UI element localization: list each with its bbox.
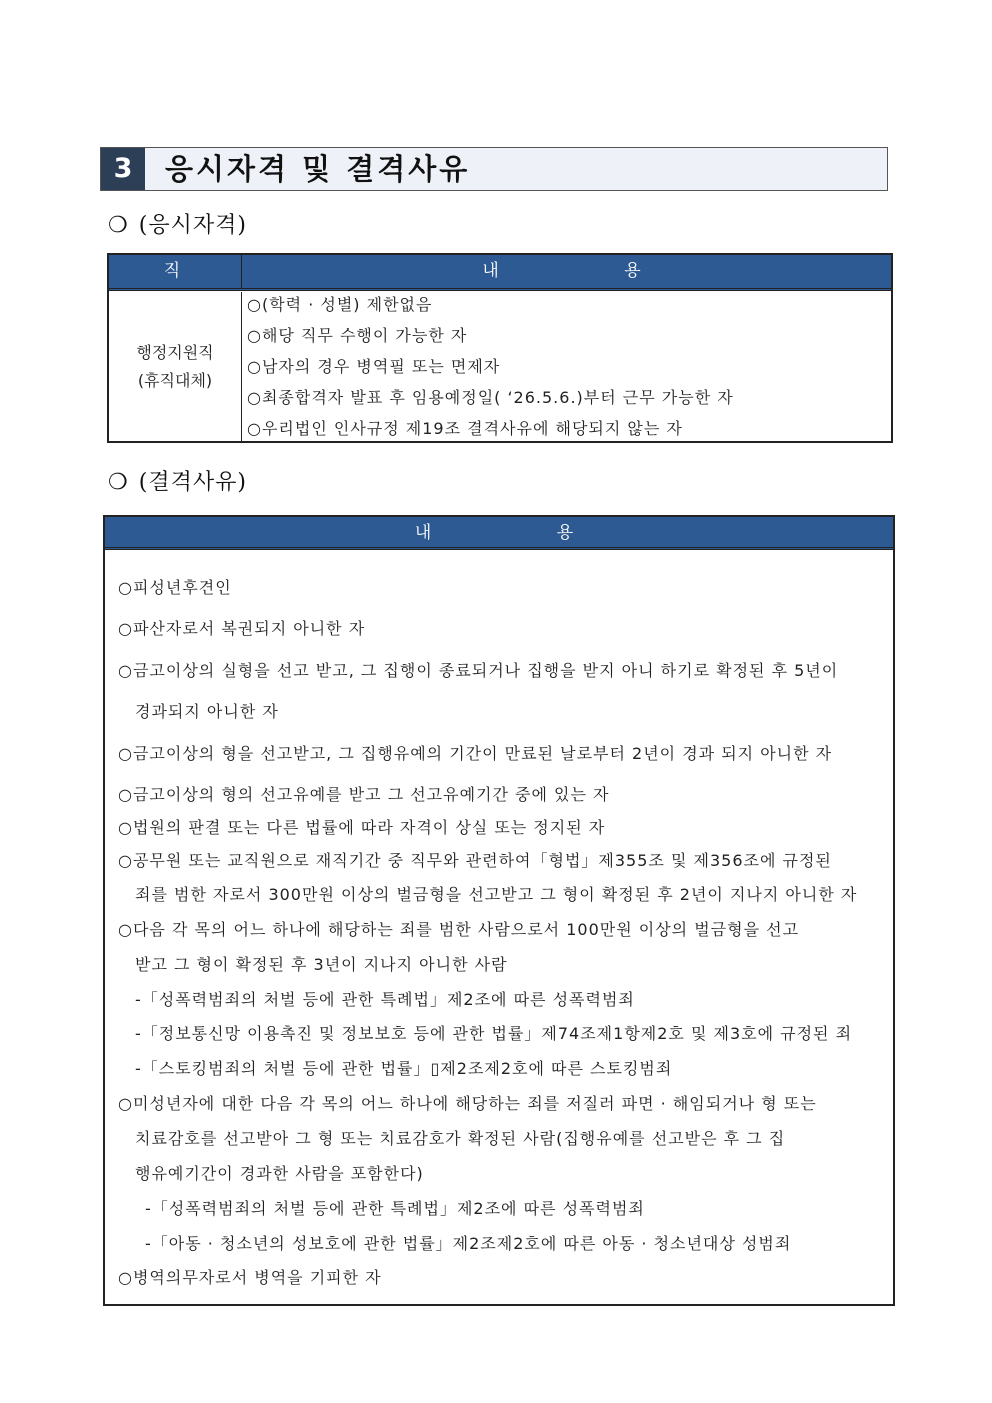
qualification-items [247,292,891,447]
column-header-job: 직 종 [109,255,242,288]
list-item-continuation: 경과되지 아니한 자 [135,702,279,721]
sub-item: -「스토킹범죄의 처벌 등에 관한 법률」▯제2조제2호에 따른 스토킹범죄 [135,1059,673,1078]
column-header-content: 내 용 [105,517,893,550]
job-type-cell [109,292,242,441]
qualification-table [107,253,893,443]
list-item: ○병역의무자로서 병역을 기피한 자 [118,1268,382,1287]
section-header [100,147,888,191]
list-item: ○공무원 또는 교직원으로 재직기간 중 직무와 관련하여「형법」제355조 및 제356조에 규정된 [118,851,832,870]
list-item: ○미성년자에 대한 다음 각 목의 어느 하나에 해당하는 죄를 저질러 파면 · 해임되거나 형 또는 [118,1094,817,1113]
column-header-content: 내 용 [482,261,701,281]
section-title: 응시자격 및 결격사유 [165,152,471,186]
sub-item: -「아동 · 청소년의 성보호에 관한 법률」제2조제2호에 따른 아동 · 청소년대상 성범죄 [145,1234,792,1253]
job-type-note: (휴직대체) [137,370,213,390]
list-item: ○금고이상의 형을 선고받고, 그 집행유예의 기간이 만료된 날로부터 2년이 경과 되지 아니한 자 [118,744,833,763]
list-item: ○다음 각 목의 어느 하나에 해당하는 죄를 범한 사람으로서 100만원 이상의 벌금형을 선고 [118,920,800,939]
sub-item: -「정보통신망 이용촉진 및 정보보호 등에 관한 법률」제74조제1항제2호 및 제3호에 규정된 죄 [135,1024,853,1043]
qualification-heading-text: (응시자격) [138,213,247,238]
list-item: ○해당 직무 수행이 가능한 자 [247,326,468,345]
list-item: ○금고이상의 형의 선고유예를 받고 그 선고유예기간 중에 있는 자 [118,785,610,804]
list-item: ○(학력 · 성별) 제한없음 [247,295,433,314]
list-item: ○피성년후견인 [118,578,232,597]
section-number: 3 [101,148,145,190]
heading-bullet: ❍ [108,213,129,238]
job-type-name: 행정지원직 [136,342,214,362]
disqualification-table [103,515,895,1306]
list-item: ○최종합격자 발표 후 임용예정일( ‘26.5.6.)부터 근무 가능한 자 [247,388,734,407]
list-item: ○금고이상의 실형을 선고 받고, 그 집행이 종료되거나 집행을 받지 아니 하기로 확정된 후 5년이 [118,661,839,680]
list-item: ○남자의 경우 병역필 또는 면제자 [247,357,501,376]
list-item: ○우리법인 인사규정 제19조 결격사유에 해당되지 않는 자 [247,419,683,438]
heading-bullet: ❍ [108,470,129,495]
list-item: ○법원의 판결 또는 다른 법률에 따라 자격이 상실 또는 정지된 자 [118,818,606,837]
list-item-continuation: 치료감호를 선고받아 그 형 또는 치료감호가 확정된 사람(집행유예를 선고받은 후 그 집 [135,1129,786,1148]
disqualification-heading-text: (결격사유) [138,470,247,495]
qualification-heading [108,208,247,239]
disqualification-heading [108,465,247,496]
list-item-continuation: 죄를 범한 자로서 300만원 이상의 벌금형을 선고받고 그 형이 확정된 후 2년이 지나지 아니한 자 [135,885,858,904]
sub-item: -「성폭력범죄의 처벌 등에 관한 특례법」제2조에 따른 성폭력범죄 [135,990,635,1009]
qualification-table-body [109,292,891,441]
list-item-continuation: 행유예기간이 경과한 사람을 포함한다) [135,1164,424,1183]
list-item-continuation: 받고 그 형이 확정된 후 3년이 지나지 아니한 사람 [135,955,508,974]
sub-item: -「성폭력범죄의 처벌 등에 관한 특례법」제2조에 따른 성폭력범죄 [145,1199,645,1218]
list-item: ○파산자로서 복권되지 아니한 자 [118,619,366,638]
